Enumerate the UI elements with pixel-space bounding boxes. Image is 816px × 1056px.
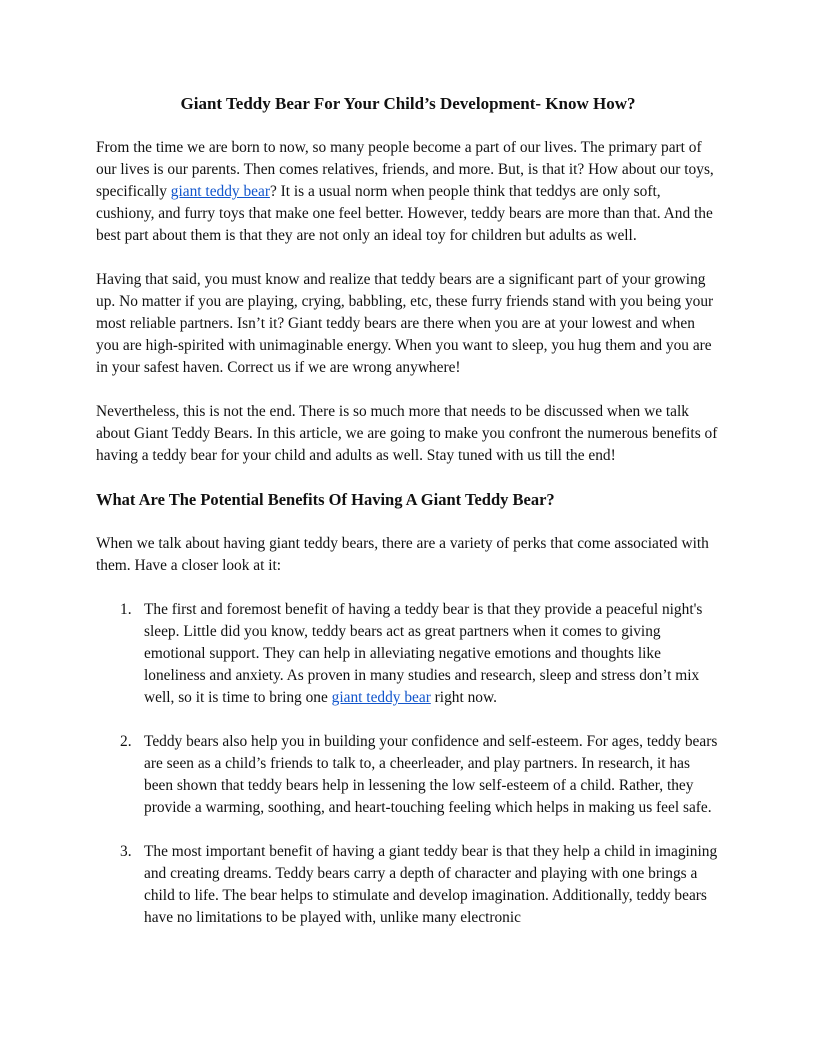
page-title: Giant Teddy Bear For Your Child’s Development- Know How? [180,94,636,113]
intro-text-after-link: ? It is a usual norm when people think that teddys are only soft, cushiony, and furry toys that make one feel better. However, teddy bears are more than that. And the best part about them is that they are not only an ideal toy for children but adults as well. [96,183,713,244]
benefit-item-3 [96,841,720,929]
benefits-intro: When we talk about having giant teddy bears, there are a variety of perks that come associated with them. Have a closer look at it: [96,535,709,574]
benefit-number: 1. [120,601,132,618]
benefit-number: 2. [120,733,132,750]
benefit-text-before-link: The first and foremost benefit of having a teddy bear is that they provide a peaceful night's sleep. Little did you know, teddy bears act as great partners when it comes to giving emotional support. They can help in alleviating negative emotions and thoughts like loneliness and anxiety. As proven in many studies and research, sleep and stress don’t mix well, so it is time to bring one [144,601,703,706]
giant-teddy-bear-link[interactable]: giant teddy bear [331,689,431,706]
benefits-heading: What Are The Potential Benefits Of Having A Giant Teddy Bear? [96,490,555,509]
benefits-list [96,599,720,929]
giant-teddy-bear-link[interactable]: giant teddy bear [170,183,270,200]
benefit-item-2 [96,731,720,819]
document-page [96,93,720,929]
benefit-text: Teddy bears also help you in building your confidence and self-esteem. For ages, teddy bears are seen as a child’s friends to talk to, a cheerleader, and play partners. In research, it has been shown that teddy bears help in lessening the low self-esteem of a child. Rather, they provide a warming, soothing, and heart-touching feeling which helps in making us feel safe. [144,733,718,816]
benefit-number: 3. [120,843,132,860]
intro-text-before-link: From the time we are born to now, so many people become a part of our lives. The primary part of our lives is our parents. Then comes relatives, friends, and more. But, is that it? How about our toys, specifically [96,139,714,200]
second-paragraph: Having that said, you must know and realize that teddy bears are a significant part of your growing up. No matter if you are playing, crying, babbling, etc, these furry friends stand with you being your most reliable partners. Isn’t it? Giant teddy bears are there when you are at your lowest and when you are high-spirited with unimaginable energy. When you want to sleep, you hug them and you are in your safest haven. Correct us if we are wrong anywhere! [96,271,714,376]
intro-paragraph [96,137,720,247]
benefit-item-1 [96,599,720,709]
benefit-text: The most important benefit of having a giant teddy bear is that they help a child in imagining and creating dreams. Teddy bears carry a depth of character and playing with one brings a child to life. The bear helps to stimulate and develop imagination. Additionally, teddy bears have no limitations to be played with, unlike many electronic [144,843,718,926]
third-paragraph: Nevertheless, this is not the end. There is so much more that needs to be discussed when we talk about Giant Teddy Bears. In this article, we are going to make you confront the numerous benefits of having a teddy bear for your child and adults as well. Stay tuned with us till the end! [96,403,718,464]
benefit-text-after-link: right now. [430,689,497,706]
